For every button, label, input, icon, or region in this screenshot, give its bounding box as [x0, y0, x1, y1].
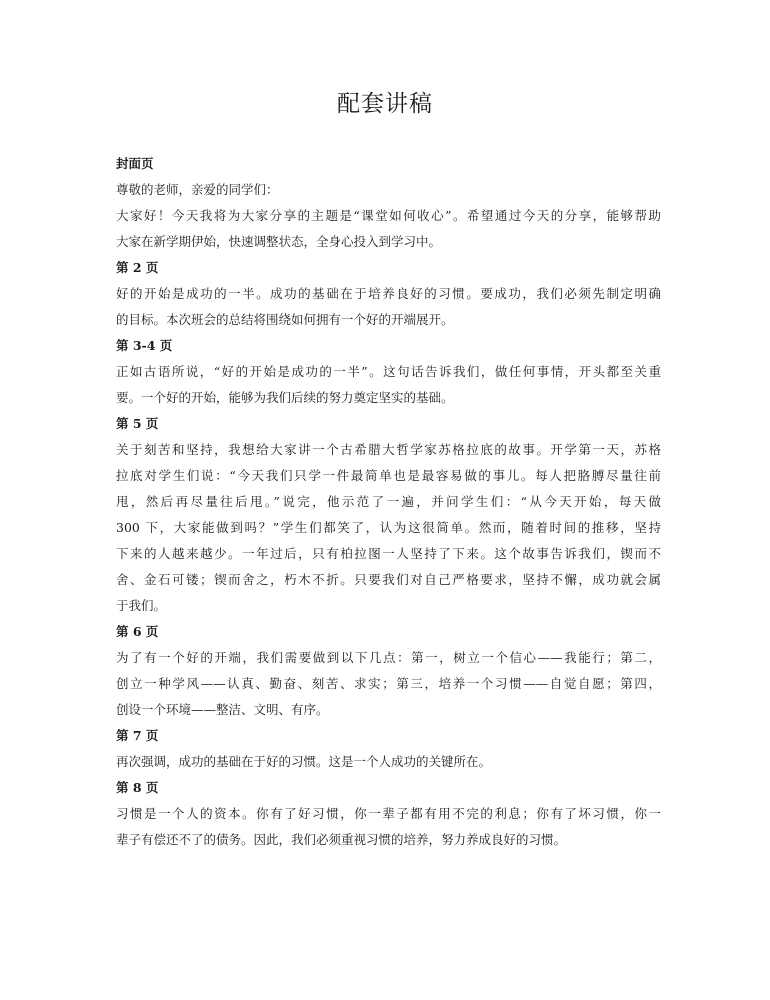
section-heading: 第 2 页: [116, 260, 159, 275]
paragraph-line: 要。一个好的开始，能够为我们后续的努力奠定坚实的基础。: [116, 390, 454, 405]
document-body: [116, 151, 661, 853]
paragraph-line: 创立一种学风——认真、勤奋、刻苦、求实；第三，培养一个习惯——自觉自愿；第四，: [116, 676, 661, 691]
section-heading: 第 7 页: [116, 728, 159, 743]
section-heading: 第 6 页: [116, 624, 159, 639]
paragraph-line: 下来的人越来越少。一年过后，只有柏拉图一人坚持了下来。这个故事告诉我们，锲而不: [116, 546, 661, 561]
paragraph-line: 关于刻苦和坚持，我想给大家讲一个古希腊大哲学家苏格拉底的故事。开学第一天，苏格: [116, 442, 661, 457]
paragraph-line: 再次强调，成功的基础在于好的习惯。这是一个人成功的关键所在。: [116, 754, 492, 769]
paragraph-line: 的目标。本次班会的总结将围绕如何拥有一个好的开端展开。: [116, 312, 454, 327]
section-heading: 第 8 页: [116, 780, 159, 795]
paragraph-line: 为了有一个好的开端，我们需要做到以下几点：第一，树立一个信心——我能行；第二，: [116, 650, 661, 665]
paragraph-line: 习惯是一个人的资本。你有了好习惯，你一辈子都有用不完的利息；你有了坏习惯，你一: [116, 806, 661, 821]
section-heading: 第 5 页: [116, 416, 159, 431]
paragraph-line: 舍、金石可镂；锲而舍之，朽木不折。只要我们对自己严格要求，坚持不懈，成功就会属: [116, 572, 661, 587]
paragraph-line: 于我们。: [116, 598, 167, 613]
paragraph-line: 尊敬的老师，亲爱的同学们：: [116, 182, 279, 197]
paragraph-line: 创设一个环境——整洁、文明、有序。: [116, 702, 329, 717]
paragraph-line: 拉底对学生们说：“今天我们只学一件最简单也是最容易做的事儿。每人把胳膊尽量往前: [116, 468, 661, 483]
paragraph-line: 甩，然后再尽量往后甩。”说完，他示范了一遍，并问学生们：“从今天开始，每天做: [116, 494, 661, 509]
paragraph-line: 大家在新学期伊始，快速调整状态，全身心投入到学习中。: [116, 234, 442, 249]
document-title: 配套讲稿: [337, 91, 433, 117]
paragraph-line: 好的开始是成功的一半。成功的基础在于培养良好的习惯。要成功，我们必须先制定明确: [116, 286, 661, 301]
paragraph-line: 正如古语所说，“好的开始是成功的一半”。这句话告诉我们，做任何事情，开头都至关重: [116, 364, 661, 379]
paragraph-line: 辈子有偿还不了的债务。因此，我们必须重视习惯的培养，努力养成良好的习惯。: [116, 832, 567, 847]
paragraph-line: 大家好！今天我将为大家分享的主题是“课堂如何收心”。希望通过今天的分享，能够帮助: [116, 208, 661, 223]
section-heading: 封面页: [116, 156, 154, 171]
paragraph-line: 300 下，大家能做到吗？”学生们都笑了，认为这很简单。然而，随着时间的推移，坚持: [116, 520, 661, 535]
section-heading: 第 3-4 页: [116, 338, 173, 353]
